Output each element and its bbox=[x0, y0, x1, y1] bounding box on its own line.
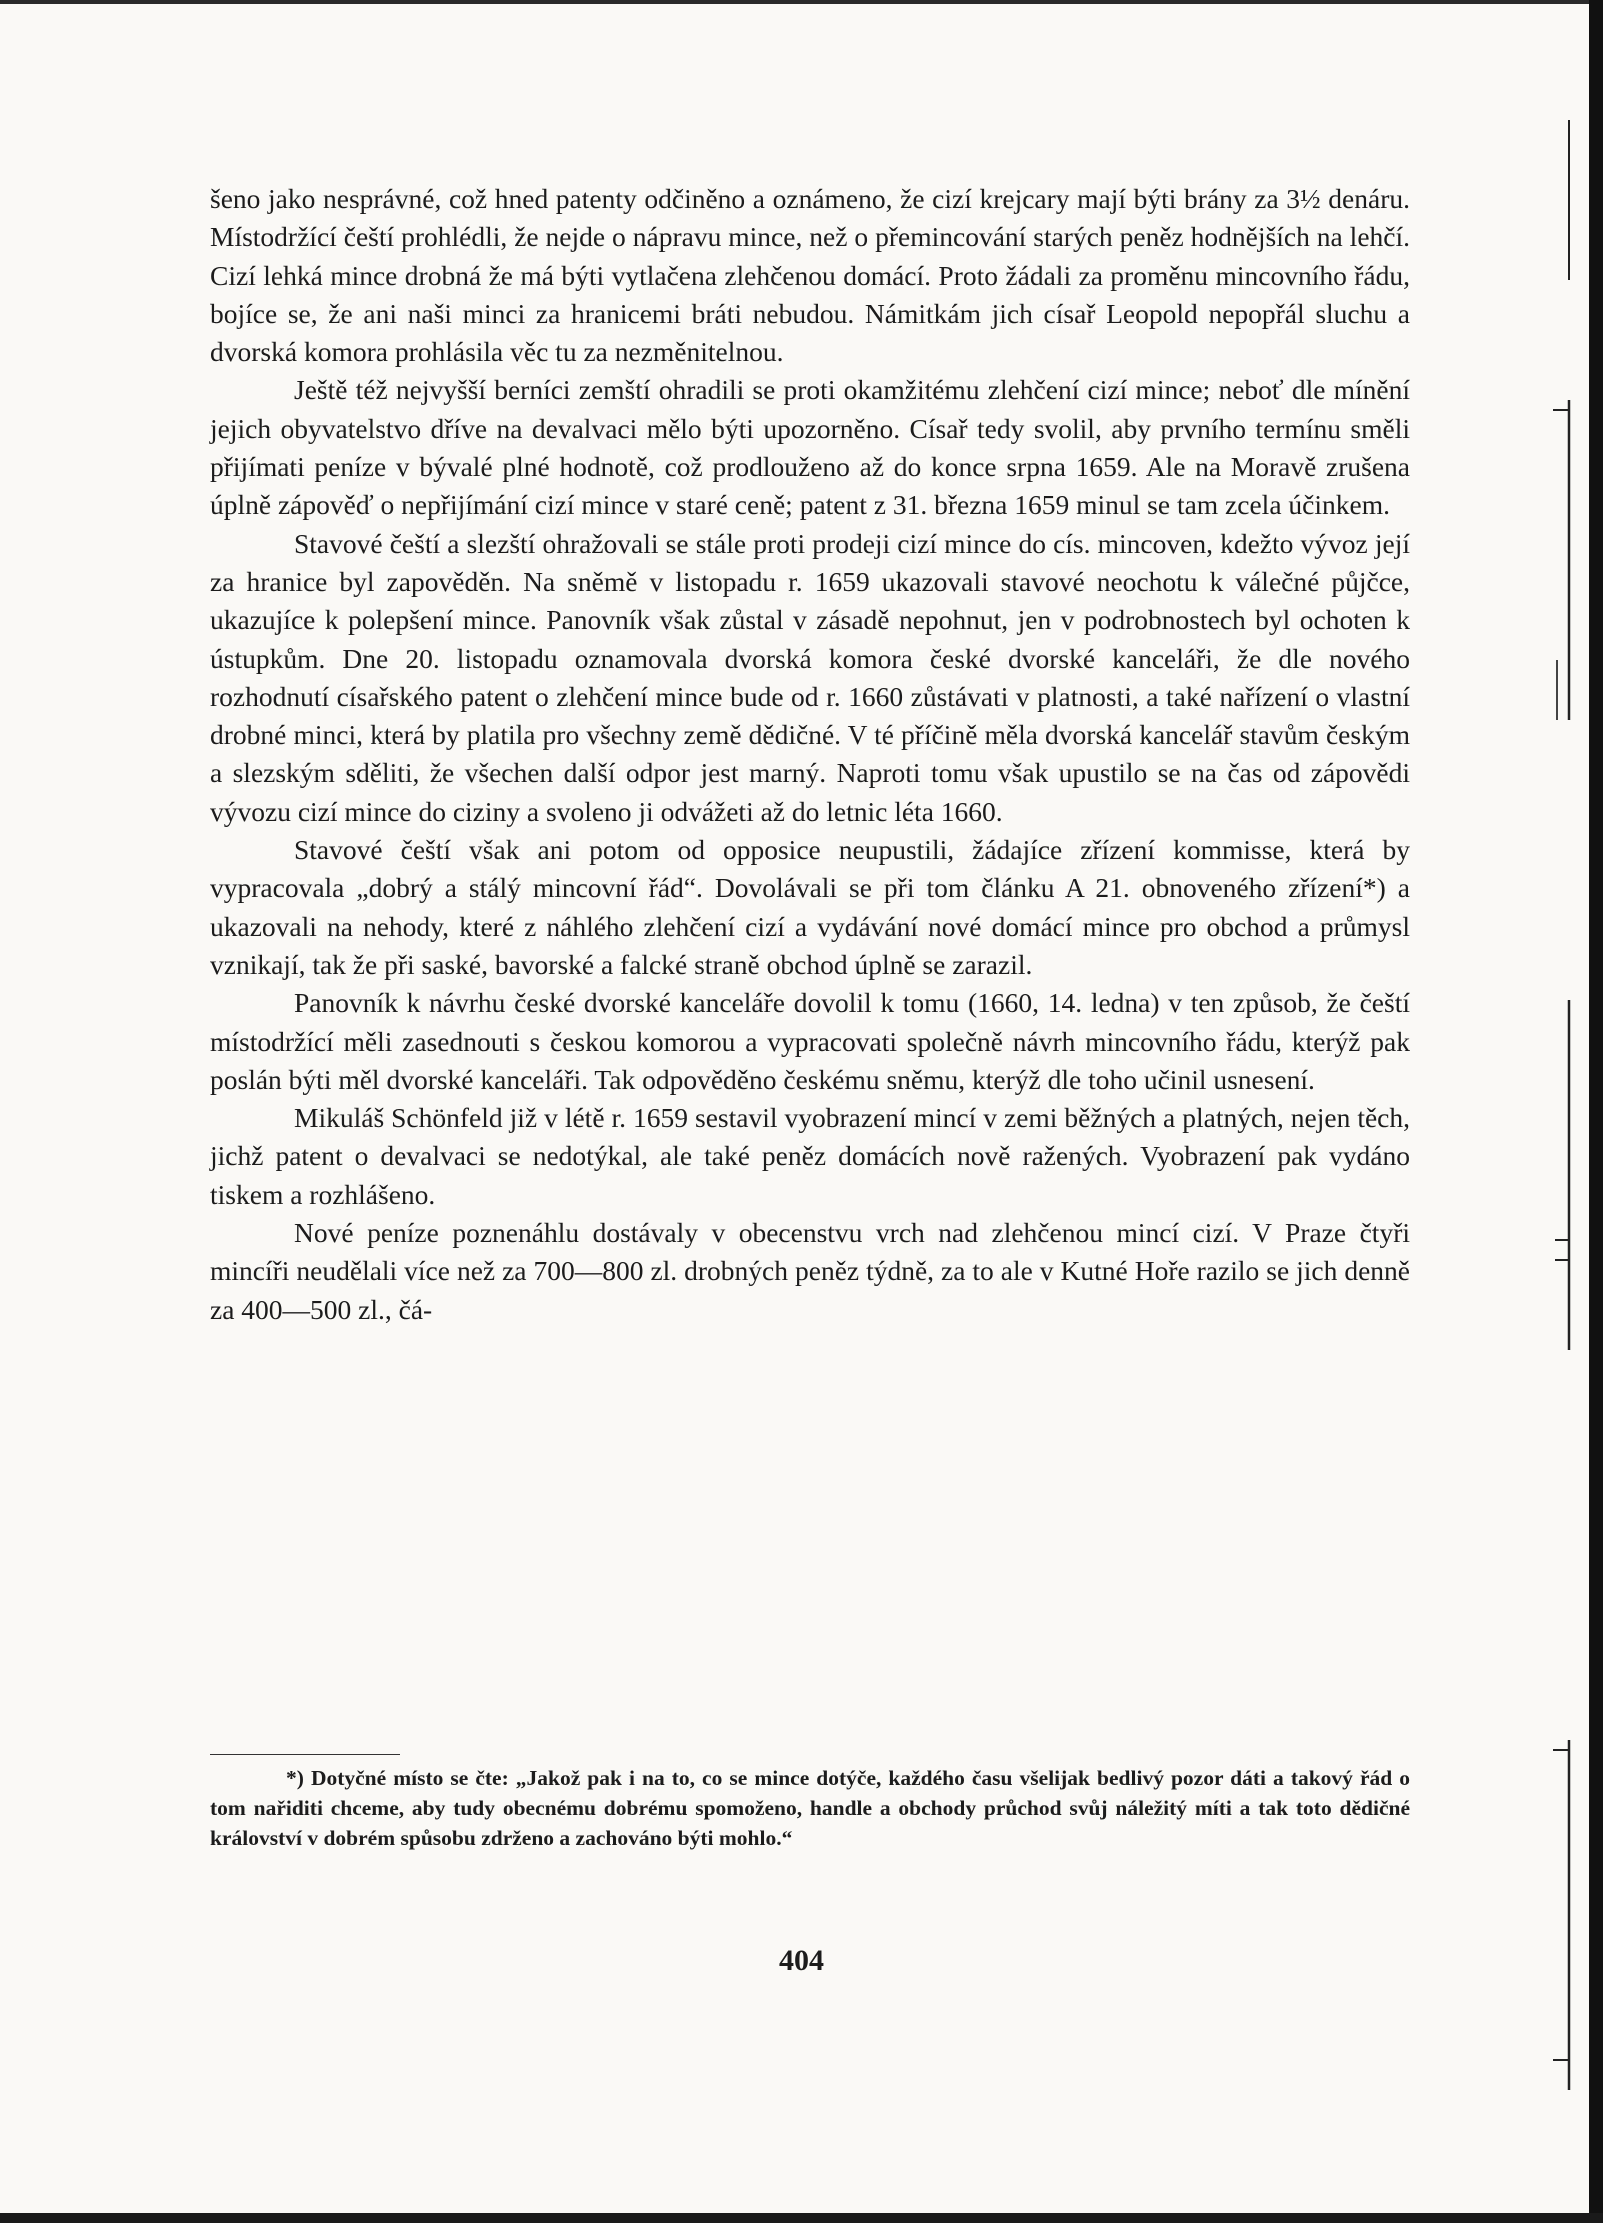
scan-edge-right bbox=[1589, 0, 1603, 2223]
paragraph: Mikuláš Schönfeld již v létě r. 1659 sestavil vyobrazení mincí v zemi běžných a platných, nejen těch, jichž patent o devalvaci se nedotýkal, ale také peněz domácích nově ražených. Vyobrazení pak vydáno tiskem a rozhlášeno. bbox=[210, 1102, 1410, 1210]
paragraph: Ještě též nejvyšší berníci zemští ohradili se proti okamžitému zlehčení cizí mince; neboť dle mínění jejich obyvatelstvo dříve na devalvaci mělo býti upozorněno. Císař tedy svolil, aby prvního termínu směli přijímati peníze v bývalé plné hodnotě, což prodlouženo až do konce srpna 1659. Ale na Moravě zrušena úplně zápověď o nepřijímání cizí mince v staré ceně; patent z 31. března 1659 minul se tam zcela účinkem. bbox=[210, 374, 1410, 521]
margin-ruler-marks bbox=[1549, 100, 1579, 2100]
scan-edge-top bbox=[0, 0, 1603, 4]
page-number: 404 bbox=[779, 1944, 824, 1977]
paragraph: Panovník k návrhu české dvorské kanceláře dovolil k tomu (1660, 14. ledna) v ten způsob, že čeští místodržící měli zasednouti s českou komorou a vypracovati společně návrh mincovního řádu, kterýž pak poslán býti měl dvorské kanceláři. Tak odpověděno českému sněmu, kterýž dle toho učinil usnesení. bbox=[210, 987, 1410, 1095]
scan-edge-bottom bbox=[0, 2213, 1603, 2223]
paragraph: Nové peníze poznenáhlu dostávaly v obecenstvu vrch nad zlehčenou mincí cizí. V Praze čtyři mincíři neudělali více než za 700—800 zl. drobných peněz týdně, za to ale v Kutné Hoře razilo se jich denně za 400—500 zl., čá- bbox=[210, 1217, 1410, 1325]
paragraph: Stavové čeští však ani potom od opposice neupustili, žádajíce zřízení kommisse, která by vypracovala „dobrý a stálý mincovní řád“. Dovolávali se při tom článku A 21. obnoveného zřízení*) a ukazovali na nehody, které z náhlého zlehčení cizí a vydávání nové domácí mince pro obchod a průmysl vznikají, tak že při saské, bavorské a falcké straně obchod úplně se zarazil. bbox=[210, 834, 1410, 980]
footnote: *) Dotyčné místo se čte: „Jakož pak i na to, co se mince dotýče, každého času všelijak bedlivý pozor dáti a takový řád o tom nařiditi chceme, aby tudy obecnému dobrému spomoženo, handle a obchody průchod svůj náležitý míti a tak toto dědičné království v dobrém spůsobu zdrženo a zachováno býti mohlo.“ bbox=[210, 1766, 1410, 1850]
body-text bbox=[210, 180, 1410, 1329]
footnote-divider bbox=[210, 1754, 400, 1755]
paragraph: šeno jako nesprávné, což hned patenty odčiněno a oznámeno, že cizí krejcary mají býti brány za 3½ denáru. Místodržící čeští prohlédli, že nejde o nápravu mince, než o přemincování starých peněz hodnějších na lehčí. Cizí lehká mince drobná že má býti vytlačena zlehčenou domácí. Proto žádali za proměnu mincovního řádu, bojíce se, že ani naši minci za hranicemi bráti nebudou. Námitkám jich císař Leopold nepopřál sluchu a dvorská komora prohlásila věc tu za nezměnitelnou. bbox=[210, 183, 1410, 368]
paragraph: Stavové čeští a slezští ohražovali se stále proti prodeji cizí mince do cís. mincoven, kdežto vývoz její za hranice byl zapověděn. Na sněmě v listopadu r. 1659 ukazovali stavové neochotu k válečné půjčce, ukazujíce k polepšení mince. Panovník však zůstal v zásadě nepohnut, jen v podrobnostech byl ochoten k ústupkům. Dne 20. listopadu oznamovala dvorská komora české dvorské kanceláři, že dle nového rozhodnutí císařského patent o zlehčení mince bude od r. 1660 zůstávati v platnosti, a také nařízení o vlastní drobné minci, která by platila pro všechny země dědičné. V té příčině měla dvorská kancelář stavům českým a slezským sděliti, že všechen další odpor jest marný. Naproti tomu však upustilo se na čas od zápovědi vývozu cizí mince do ciziny a svoleno ji odvážeti až do letnic léta 1660. bbox=[210, 527, 1410, 827]
